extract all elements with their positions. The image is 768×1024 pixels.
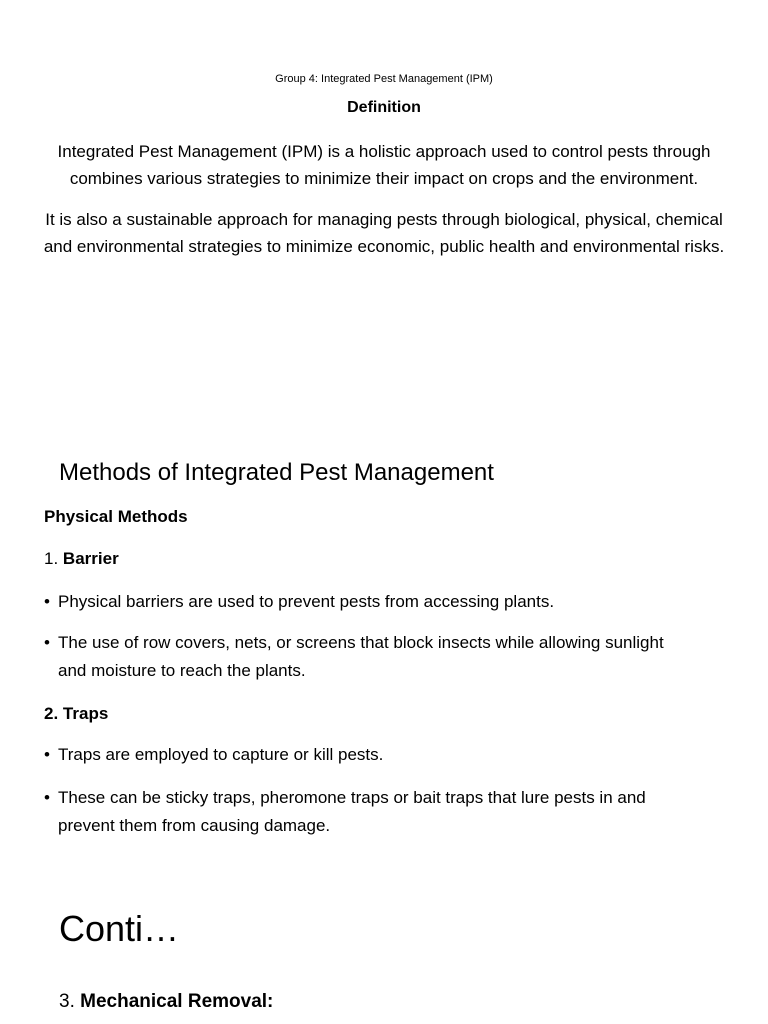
physical-methods-heading: Physical Methods: [44, 507, 188, 526]
bullet-icon: •: [44, 633, 50, 652]
list-item: [44, 784, 704, 840]
bullet-icon: •: [44, 592, 50, 611]
list-item: [44, 741, 724, 769]
document-title: Group 4: Integrated Pest Management (IPM): [275, 73, 493, 85]
bullet-icon: •: [44, 745, 50, 764]
bullet-text: Physical barriers are used to prevent pests from accessing plants.: [58, 592, 555, 611]
definition-heading: Definition: [347, 99, 421, 116]
bullet-icon: •: [44, 788, 50, 807]
continued-heading: Conti…: [59, 908, 180, 949]
item-number: 2.: [44, 704, 59, 723]
bullet-text: Traps are employed to capture or kill pests.: [58, 745, 384, 764]
item-mechanical-removal-heading: [59, 989, 273, 1015]
bullet-text: These can be sticky traps, pheromone traps or bait traps that lure pests in and prevent them from causing damage.: [58, 788, 646, 835]
definition-paragraph-2: It is also a sustainable approach for managing pests through biological, physical, chemical and environmental strategies to minimize economic, public health and environmental risks.: [43, 210, 725, 256]
item-number: 1.: [44, 549, 59, 568]
item-traps-heading: [44, 703, 108, 725]
item-label: Barrier: [62, 549, 119, 568]
definition-paragraph-1: Integrated Pest Management (IPM) is a holistic approach used to control pests through combines various strategies to minimize their impact on crops and the environment.: [57, 142, 711, 188]
methods-heading: Methods of Integrated Pest Management: [59, 459, 494, 486]
list-item: [44, 588, 724, 616]
item-number: 3.: [59, 991, 75, 1012]
bullet-text: The use of row covers, nets, or screens that block insects while allowing sunlight and moisture to reach the plants.: [58, 633, 664, 680]
item-barrier-heading: [44, 548, 119, 570]
item-label: Traps: [62, 704, 109, 723]
list-item: [44, 629, 664, 685]
item-label: Mechanical Removal:: [80, 991, 274, 1012]
